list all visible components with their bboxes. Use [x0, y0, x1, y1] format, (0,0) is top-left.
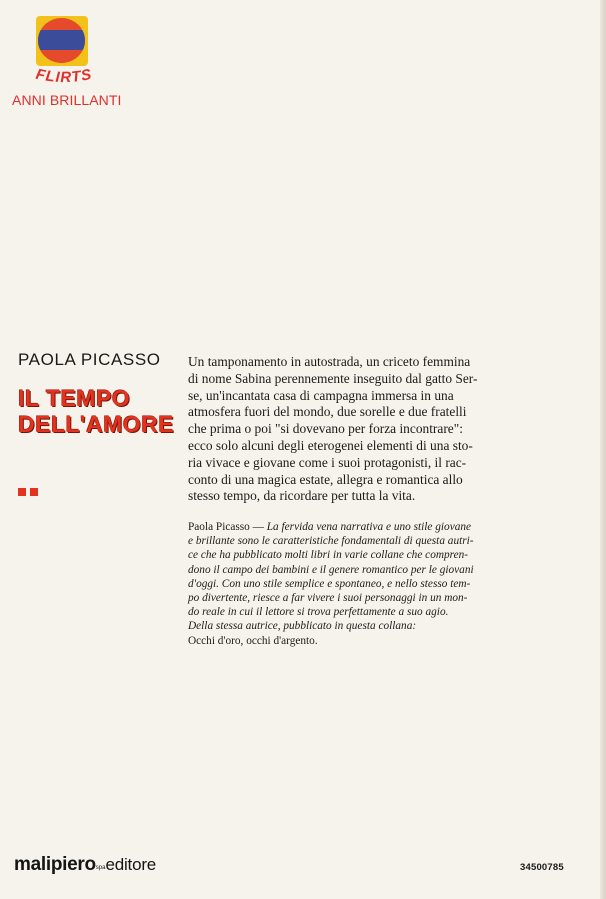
publisher-editore: editore [105, 855, 157, 874]
series-name [12, 62, 116, 88]
blurb-line: se, un'incantata casa di campagna immersa in una [188, 387, 454, 403]
publisher-spa: spa [95, 865, 106, 871]
author-bio [188, 520, 568, 648]
book-title [18, 385, 188, 437]
bio-line-row [188, 548, 568, 562]
blurb-line: stesso tempo, da ricordare per tutta la vita. [188, 488, 416, 504]
blurb-line: Un tamponamento in autostrada, un criceto femmina [188, 354, 471, 369]
blurb-line: ria vivace e giovane come i suoi protagonisti, il rac- [188, 454, 467, 470]
book-author: PAOLA PICASSO [18, 350, 161, 369]
bio-line: e brillante sono le caratteristiche fondamentali di questa autri- [188, 535, 474, 548]
blurb-line: che prima o poi "si dovevano per forza incontrare": [188, 421, 463, 437]
bio-author-name: Paola Picasso — [188, 521, 267, 533]
blurb-line: atmosfera fuori del mondo, due sorelle e due fratelli [188, 404, 467, 420]
square-mark [18, 488, 26, 496]
flirts-circle-logo-icon [36, 16, 88, 66]
bio-line-row [188, 534, 568, 548]
bio-line: po divertente, riesce a far vivere i suoi personaggi in un mon- [188, 592, 468, 605]
bio-line-row [188, 591, 568, 605]
book-title-line: DELL'AMORE [18, 411, 175, 437]
bio-line-row [188, 619, 568, 633]
bio-line-row [188, 577, 568, 591]
series-subtitle: ANNI BRILLANTI [12, 92, 122, 108]
bio-line-row [188, 563, 568, 577]
svg-text:FLIRTS: FLIRTS [34, 65, 94, 87]
catalog-code: 34500785 [520, 862, 564, 873]
bio-line: La fervida vena narrativa e uno stile giovane [266, 521, 472, 533]
bio-line: Della stessa autrice, pubblicato in questa collana: [188, 620, 417, 633]
publisher-name: malipiero [14, 854, 96, 875]
book-title-line: IL TEMPO [18, 385, 131, 411]
bio-line: d'oggi. Con uno stile semplice e spontaneo, e nello stesso tem- [188, 577, 471, 590]
bio-line: dono il campo dei bambini e il genere romantico per le giovani [188, 563, 474, 576]
blurb-line: ecco solo alcuni degli eterogenei elementi di una sto- [188, 437, 473, 453]
bio-line: do reale in cui il lettore si trova perfettamente a suo agio. [188, 606, 449, 619]
publisher-logo [14, 854, 156, 876]
blurb-line: di nome Sabina perennemente inseguito dal gatto Ser- [188, 370, 478, 386]
decorative-squares [18, 488, 38, 496]
book-blurb [188, 354, 569, 505]
bio-line: ce che ha pubblicato molti libri in varie collane che compren- [188, 549, 469, 562]
square-mark [30, 488, 38, 496]
bio-line-row [188, 605, 568, 619]
bio-first-line [188, 520, 568, 534]
bio-other-title: Occhi d'oro, occhi d'argento. [188, 634, 318, 647]
blurb-line: conto di una magica estate, allegra e romantica allo [188, 471, 463, 487]
